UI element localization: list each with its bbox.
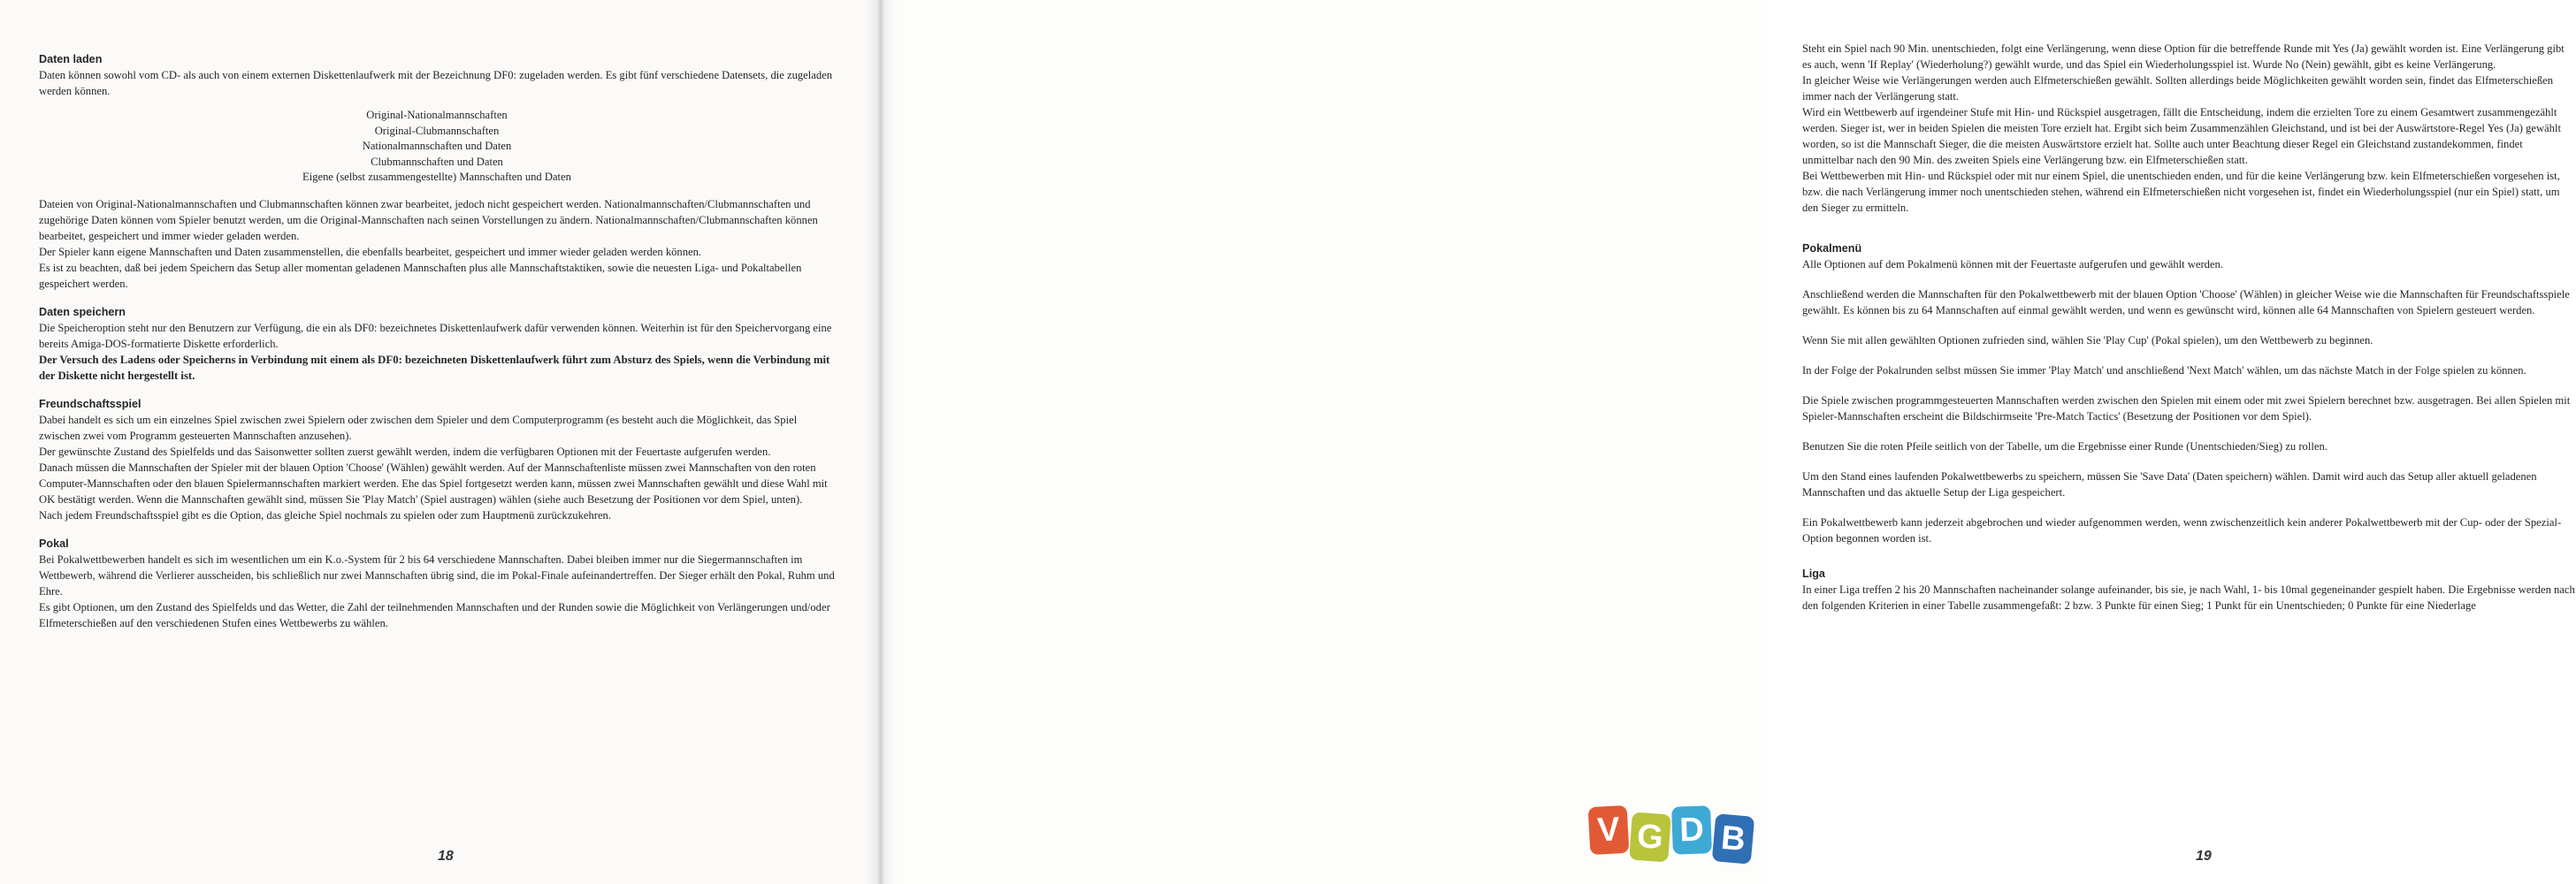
section-freundschaftsspiel (39, 396, 835, 523)
vgdb-watermark-logo (1589, 806, 1754, 868)
list-item: Eigene (selbst zusammengestellte) Mannschaften und Daten (302, 171, 571, 183)
section-pokalmenue (1802, 240, 2576, 546)
page-number: 18 (438, 849, 454, 864)
paragraph: Es gibt Optionen, um den Zustand des Spielfelds und das Wetter, die Zahl der teilnehmenden Mannschaften und der Runden sowie die Möglichkeit von Verlängerungen und/oder Elfmeterschießen auf den verschiedenen Stufen eines Wettbewerbs zu wählen. (39, 600, 830, 629)
paragraph: Danach müssen die Mannschaften der Spieler mit der blauen Option 'Choose' (Wählen) gewählt werden. Auf der Mannschaftenliste müssen zwei Mannschaften von den roten Computer-Mannschaften oder den blauen Spielermannschaften markiert werden. Ehe das Spiel fortgesetzt werden kann, müssen zwei Mannschaften gewählt und diese Wahl mit OK bestätigt werden. Wenn die Mannschaften gewählt sind, müssen Sie 'Play Match' (Spiel austragen) wählen (siehe auch Besetzung der Positionen vor dem Spiel, unten). (39, 461, 828, 506)
list-item: Nationalmannschaften und Daten (362, 140, 512, 152)
paragraph: In der Folge der Pokalrunden selbst müssen Sie immer 'Play Match' und anschließend 'Next Match' wählen, um das nächste Match in der Folge spielen zu können. (1802, 364, 2526, 377)
logo-tile: D (1671, 805, 1712, 855)
paragraph: Die Speicheroption steht nur den Benutzern zur Verfügung, die ein als DF0: bezeichnetes Diskettenlaufwerk dafür verwenden können. Weiterhin ist für den Speichervorgang eine bereits Amiga-DOS-formatierte Diskette erforderlich. (39, 321, 832, 350)
section-pokal (39, 536, 835, 631)
section-daten-laden (39, 51, 835, 292)
paragraph: Es ist zu beachten, daß bei jedem Speichern das Setup aller momentan geladenen Mannschaften plus alle Mannschaftstaktiken, sowie die neuesten Liga- und Pokaltabellen gespeichert werden. (39, 261, 802, 290)
list-item: Clubmannschaften und Daten (371, 155, 503, 168)
section-liga (1802, 566, 2576, 613)
paragraph: In gleicher Weise wie Verlängerungen werden auch Elfmeterschießen gewählt. Sollten allerdings beide Möglichkeiten gewählt worden sein, findet das Elfmeterschießen immer nach der Verlängerung statt. (1802, 74, 2554, 103)
paragraph: Bei Pokalwettbewerben handelt es sich im wesentlichen um ein K.o.-System für 2 bis 64 verschiedene Mannschaften. Dabei bleiben immer nur die Siegermannschaften im Wettbewerb, während die Verlierer ausscheiden, bis schließlich nur zwei Mannschaften übrig sind, die im Pokal-Finale aufeinandertreffen. Der Sieger erhält den Pokal, Ruhm und Ehre. (39, 552, 835, 598)
paragraph: Wird ein Wettbewerb auf irgendeiner Stufe mit Hin- und Rückspiel ausgetragen, fällt die Entscheidung, indem die erzielten Tore zu einem Gesamtwert zusammengezählt werden. Sieger ist, wer in beiden Spielen die meisten Tore erzielt hat. Ergibt sich beim Zusammenzählen Gleichstand, und ist bei der Auswärtstore-Regel Yes (Ja) gewählt worden, so ist die Mannschaft Sieger, die die meisten Auswärtstore erzielt hat. Sollte auch unter Beachtung dieser Regel ein Gleichstand zustandekommen, findet unmittelbar nach den 90 Min. des zweiten Spiels eine Verlängerung bzw. ein Elfmeterschießen statt. (1802, 106, 2561, 166)
paragraph: Alle Optionen auf dem Pokalmenü können mit der Feuertaste aufgerufen und gewählt werden. (1802, 258, 2223, 271)
logo-tile: V (1588, 805, 1630, 855)
paragraph: Anschließend werden die Mannschaften für den Pokalwettbewerb mit der blauen Option 'Choose' (Wählen) in gleicher Weise wie die Mannschaften für Freundschaftsspiele gewählt. Es können bis zu 64 Mannschaften auf einmal gewählt werden, und wenn es gewünscht wird, können alle 64 Mannschaften von Spielern gesteuert werden. (1802, 288, 2570, 316)
right-page (878, 0, 2575, 884)
section-daten-speichern (39, 304, 835, 384)
dataset-list (39, 108, 835, 186)
page-number: 19 (2196, 849, 2212, 864)
right-column (1802, 41, 2576, 626)
paragraph: In einer Liga treffen 2 his 20 Mannschaften nacheinander solange aufeinander, bis sie, je nach Wahl, 1- bis 10mal gegeneinander gespielt haben. Die Ergebnisse werden nach den folgenden Kriterien in einer Tabelle zusammengefaßt: 2 bzw. 3 Punkte für einen Sieg; 1 Punkt für ein Unentschieden; 0 Punkte für eine Niederlage (1802, 583, 2575, 612)
section-heading: Pokal (39, 537, 69, 550)
paragraph: Die Spiele zwischen programmgesteuerten Mannschaften werden zwischen den Spielen mit einem oder mit zwei Spielern berechnet bzw. ausgetragen. Bei allen Spielen mit Spieler-Mannschaften erscheint die Bildschirmseite 'Pre-Match Tactics' (Besetzung der Positionen vor dem Spiel). (1802, 394, 2571, 423)
list-item: Original-Clubmannschaften (374, 124, 500, 137)
section-verlaengerung (1802, 41, 2576, 216)
paragraph: Wenn Sie mit allen gewählten Optionen zufrieden sind, wählen Sie 'Play Cup' (Pokal spielen), um den Wettbewerb zu beginnen. (1802, 334, 2373, 347)
section-heading: Liga (1802, 568, 1825, 580)
paragraph: Dateien von Original-Nationalmannschaften und Clubmannschaften können zwar bearbeitet, jedoch nicht gespeichert werden. Nationalmannschaften/Clubmannschaften und zugehörige Daten können vom Spieler benutzt werden, um die Original-Mannschaften nach seinen Vorstellungen zu ändern. Nationalmannschaften/Clubmannschaften können bearbeitet, gespeichert und immer wieder geladen werden. (39, 197, 818, 242)
logo-tile: G (1629, 812, 1671, 863)
section-heading: Pokalmenü (1802, 242, 1862, 255)
warning-paragraph: Der Versuch des Ladens oder Speicherns in Verbindung mit einem als DF0: bezeichneten Diskettenlaufwerk führt zum Absturz des Spiels, wenn die Verbindung mit der Diskette nicht hergestellt ist. (39, 353, 830, 382)
paragraph: Bei Wettbewerben mit Hin- und Rückspiel oder mit nur einem Spiel, die unentschieden enden, und für die keine Verlängerung bzw. kein Elfmeterschießen vorgesehen ist, bzw. die nach Verlängerung immer noch unentschieden stehen, während ein Elfmeterschießen nicht vorgesehen ist, findet ein Wiederholungsspiel (nur ein Spiel) statt, um den Sieger zu ermitteln. (1802, 170, 2560, 214)
paragraph: Dabei handelt es sich um ein einzelnes Spiel zwischen zwei Spielern oder zwischen dem Spieler und dem Computerprogramm (es besteht auch die Möglichkeit, das Spiel zwischen zwei vom Programm gesteuerten Mannschaften anzusehen). (39, 413, 798, 442)
paragraph: Der Spieler kann eigene Mannschaften und Daten zusammenstellen, die ebenfalls bearbeitet, gespeichert und immer wieder geladen werden können. (39, 245, 702, 258)
paragraph: Steht ein Spiel nach 90 Min. unentschieden, folgt eine Verlängerung, wenn diese Option für die betreffende Runde mit Yes (Ja) gewählt worden ist. Eine Verlängerung gibt es auch, wenn 'If Replay' (Wiederholung?) gewählt wurde, und das Spiel ein Wiederholungsspiel ist. Wurde No (Nein) gewählt, gibt es keine Verlängerung. (1802, 42, 2565, 71)
book-gutter (865, 0, 897, 884)
paragraph: Nach jedem Freundschaftsspiel gibt es die Option, das gleiche Spiel nochmals zu spielen oder zum Hauptmenü zurückzukehren. (39, 508, 611, 522)
left-page (0, 0, 878, 884)
paragraph: Der gewünschte Zustand des Spielfelds und das Saisonwetter sollten zuerst gewählt werden, indem die verfügbaren Optionen mit der Feuertaste aufgerufen werden. (39, 445, 771, 458)
logo-tile: B (1712, 813, 1755, 865)
paragraph: Daten können sowohl vom CD- als auch von einem externen Diskettenlaufwerk mit der Bezeichnung DF0: zugeladen werden. Es gibt fünf verschiedene Datensets, die zugeladen werden können. (39, 69, 833, 97)
left-column (39, 51, 835, 644)
paragraph: Ein Pokalwettbewerb kann jederzeit abgebrochen und wieder aufgenommen werden, wenn zwischenzeitlich kein anderer Pokalwettbewerb mit der Cup- oder der Spezial-Option begonnen worden ist. (1802, 516, 2562, 545)
paragraph: Um den Stand eines laufenden Pokalwettbewerbs zu speichern, müssen Sie 'Save Data' (Daten speichern) wählen. Damit wird auch das Setup aller aktuell geladenen Mannschaften und das aktuelle Setup der Liga gespeichert. (1802, 470, 2537, 499)
section-heading: Daten laden (39, 53, 103, 65)
section-heading: Daten speichern (39, 305, 126, 318)
paragraph: Benutzen Sie die roten Pfeile seitlich von der Tabelle, um die Ergebnisse einer Runde (Unentschieden/Sieg) zu rollen. (1802, 440, 2328, 453)
list-item: Original-Nationalmannschaften (366, 109, 508, 121)
section-heading: Freundschaftsspiel (39, 397, 141, 410)
